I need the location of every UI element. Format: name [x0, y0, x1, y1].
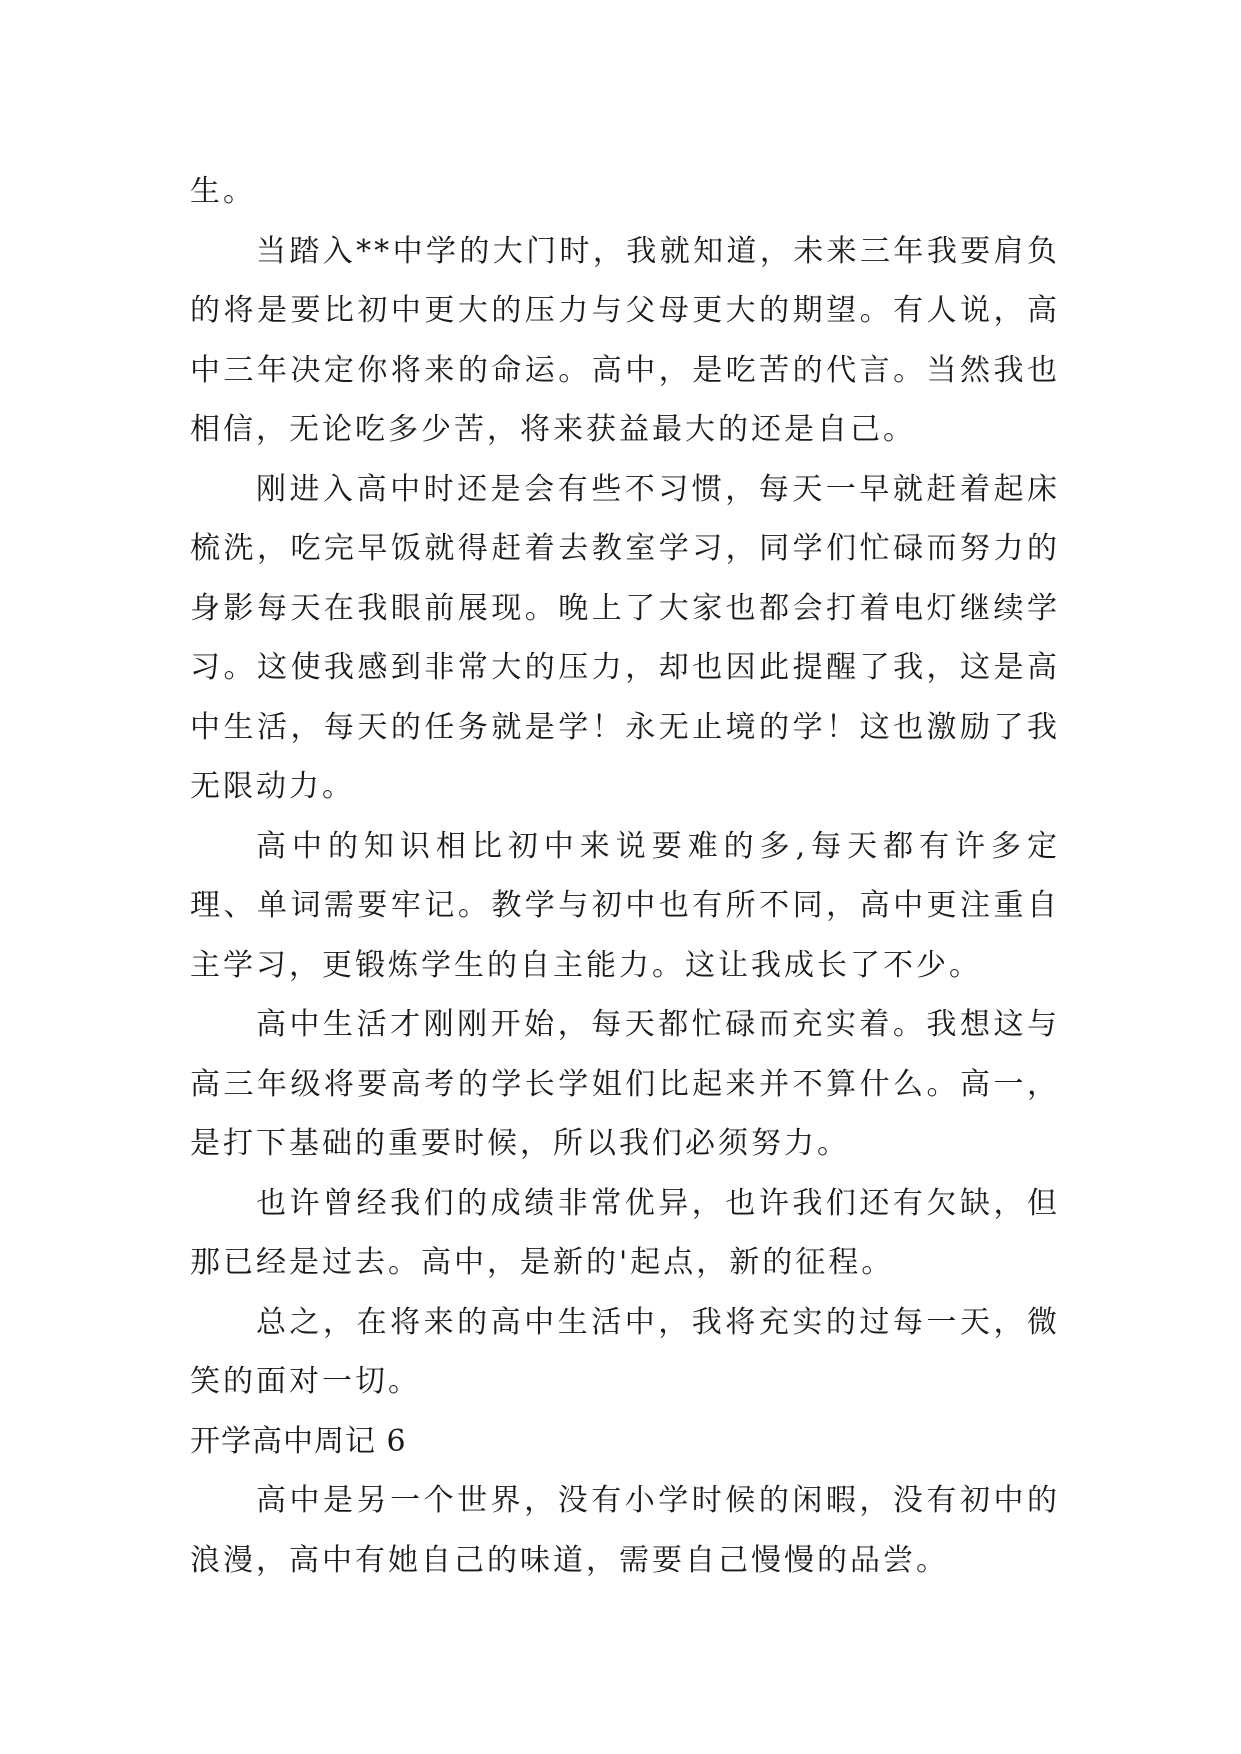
paragraph-continuation: 生。 — [190, 174, 256, 209]
paragraph-new-start: 也许曾经我们的成绩非常优异，也许我们还有欠缺，但那已经是过去。高中，是新的'起点，新的征程。 — [190, 1185, 1060, 1280]
paragraph-busy-life: 高中生活才刚刚开始，每天都忙碌而充实着。我想这与高三年级将要高考的学长学姐们比起来并不算什么。高一，是打下基础的重要时候，所以我们必须努力。 — [190, 1007, 1060, 1161]
paragraph-entering-school: 当踏入**中学的大门时，我就知道，未来三年我要肩负的将是要比初中更大的压力与父母更大的期望。有人说，高中三年决定你将来的命运。高中，是吃苦的代言。当然我也相信，无论吃多少苦，将来获益最大的还是自己。 — [190, 233, 1060, 447]
paragraph-another-world: 高中是另一个世界，没有小学时候的闲暇，没有初中的浪漫，高中有她自己的味道，需要自己慢慢的品尝。 — [190, 1483, 1060, 1578]
paragraph-conclusion: 总之，在将来的高中生活中，我将充实的过每一天，微笑的面对一切。 — [190, 1304, 1060, 1399]
paragraph-knowledge: 高中的知识相比初中来说要难的多,每天都有许多定理、单词需要牢记。教学与初中也有所不同，高中更注重自主学习，更锻炼学生的自主能力。这让我成长了不少。 — [190, 828, 1060, 983]
document-body — [190, 162, 1060, 1590]
section-heading: 开学高中周记 6 — [190, 1423, 407, 1459]
paragraph-adjusting: 刚进入高中时还是会有些不习惯，每天一早就赶着起床梳洗，吃完早饭就得赶着去教室学习，同学们忙碌而努力的身影每天在我眼前展现。晚上了大家也都会打着电灯继续学习。这使我感到非常大的压力，却也因此提醒了我，这是高中生活，每天的任务就是学！永无止境的学！这也激励了我无限动力。 — [190, 471, 1060, 804]
